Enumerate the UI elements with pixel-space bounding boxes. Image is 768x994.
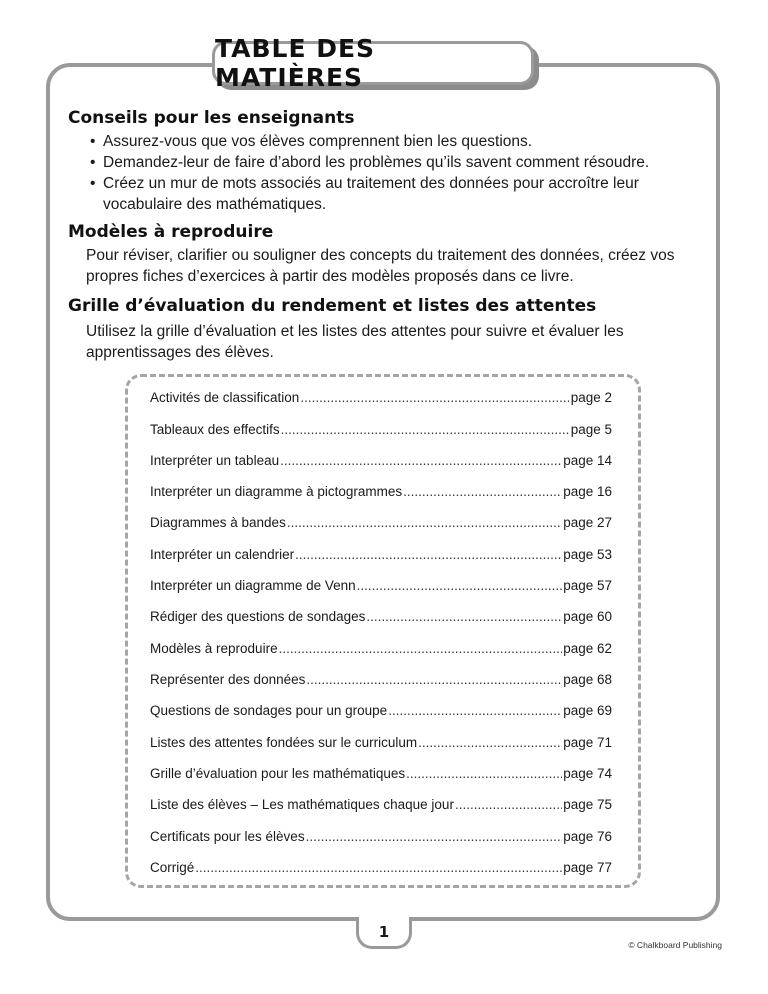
list-item: • Créez un mur de mots associés au traitement des données pour accroître leur vocabulaire des mathématiques.: [90, 173, 663, 215]
toc-leader-dots: [403, 483, 562, 501]
toc-entry-page: page 2: [570, 390, 612, 405]
toc-entry-classification[interactable]: [150, 389, 612, 407]
page-number: 1: [378, 922, 390, 941]
toc-entry-label: Modèles à reproduire: [150, 641, 278, 656]
toc-entry-corrige[interactable]: [150, 859, 612, 877]
conseils-list: [90, 131, 710, 215]
toc-entry-label: Liste des élèves – Les mathématiques chaque jour: [150, 797, 454, 812]
toc-entry-label: Rédiger des questions de sondages: [150, 609, 366, 624]
toc-entry-label: Certificats pour les élèves: [150, 829, 305, 844]
toc-entry-diagrammes-bandes[interactable]: [150, 514, 612, 532]
list-item: • Assurez-vous que vos élèves comprennent bien les questions.: [90, 131, 710, 152]
toc-entry-label: Tableaux des effectifs: [150, 422, 280, 437]
toc-entry-tableaux-effectifs[interactable]: [150, 421, 612, 439]
toc-entry-page: page 62: [563, 641, 612, 656]
toc-entry-label: Questions de sondages pour un groupe: [150, 703, 388, 718]
toc-entry-page: page 68: [563, 672, 612, 687]
toc-leader-dots: [280, 452, 562, 470]
toc-leader-dots: [279, 640, 563, 658]
modeles-paragraph: Pour réviser, clarifier ou souligner des concepts du traitement des données, créez vos propres fiches d’exercices à partir des modèles proposés dans ce livre.: [86, 247, 675, 285]
toc-entry-sondages-groupe[interactable]: [150, 702, 612, 720]
toc-entry-page: page 71: [563, 735, 612, 750]
toc-entry-label: Corrigé: [150, 860, 195, 875]
toc-leader-dots: [306, 828, 563, 846]
toc-entry-page: page 77: [563, 860, 612, 875]
toc-entry-venn[interactable]: [150, 577, 612, 595]
toc-entry-modeles[interactable]: [150, 640, 612, 658]
section-heading-conseils: Conseils pour les enseignants: [68, 108, 355, 128]
toc-entry-page: page 16: [563, 484, 612, 499]
toc-leader-dots: [295, 546, 562, 564]
toc-entry-page: page 76: [563, 829, 612, 844]
toc-leader-dots: [306, 671, 562, 689]
toc-entry-label: Représenter des données: [150, 672, 306, 687]
toc-entry-page: page 5: [570, 422, 612, 437]
toc-entry-interpreter-tableau[interactable]: [150, 452, 612, 470]
toc-entry-page: page 69: [563, 703, 612, 718]
toc-entry-label: Interpréter un calendrier: [150, 547, 295, 562]
page-title: TABLE DES MATIÈRES: [215, 34, 376, 92]
toc-entry-certificats[interactable]: [150, 828, 612, 846]
toc-leader-dots: [406, 765, 562, 783]
section-heading-grille: Grille d’évaluation du rendement et listes des attentes: [68, 296, 597, 316]
toc-entry-label: Listes des attentes fondées sur le curriculum: [150, 735, 418, 750]
toc-entry-page: page 75: [563, 797, 612, 812]
toc-entry-page: page 27: [563, 515, 612, 530]
toc-entry-label: Activités de classification: [150, 390, 300, 405]
toc-leader-dots: [281, 421, 570, 439]
toc-entry-listes-attentes[interactable]: [150, 734, 612, 752]
toc-entry-representer[interactable]: [150, 671, 612, 689]
copyright-notice: © Chalkboard Publishing: [628, 940, 722, 950]
toc-leader-dots: [300, 389, 569, 407]
toc-leader-dots: [357, 577, 563, 595]
toc-entry-label: Grille d’évaluation pour les mathématiques: [150, 766, 406, 781]
toc-entry-label: Interpréter un diagramme de Venn: [150, 578, 356, 593]
toc-entry-page: page 74: [563, 766, 612, 781]
grille-paragraph: Utilisez la grille d’évaluation et les listes des attentes pour suivre et évaluer les apprentissages des élèves.: [86, 323, 624, 361]
toc-entry-page: page 53: [563, 547, 612, 562]
toc-entry-label: Interpréter un tableau: [150, 453, 280, 468]
toc-entry-page: page 60: [563, 609, 612, 624]
list-item: • Demandez-leur de faire d’abord les problèmes qu’ils savent comment résoudre.: [90, 152, 710, 173]
section-heading-modeles: Modèles à reproduire: [68, 222, 274, 242]
toc-entry-questions-sondages[interactable]: [150, 608, 612, 626]
toc-entry-label: Interpréter un diagramme à pictogrammes: [150, 484, 403, 499]
toc-leader-dots: [455, 796, 562, 814]
toc-entry-page: page 14: [563, 453, 612, 468]
toc-leader-dots: [366, 608, 562, 626]
toc-leader-dots: [195, 859, 562, 877]
toc-leader-dots: [388, 702, 562, 720]
toc-entry-grille-evaluation[interactable]: [150, 765, 612, 783]
toc-entry-calendrier[interactable]: [150, 546, 612, 564]
toc-leader-dots: [418, 734, 562, 752]
toc-entry-liste-eleves[interactable]: [150, 796, 612, 814]
toc-entry-label: Diagrammes à bandes: [150, 515, 286, 530]
toc-leader-dots: [287, 514, 562, 532]
toc-entry-pictogrammes[interactable]: [150, 483, 612, 501]
title-banner: [212, 34, 534, 92]
page-number-tab: [356, 917, 412, 949]
toc-entry-page: page 57: [563, 578, 612, 593]
